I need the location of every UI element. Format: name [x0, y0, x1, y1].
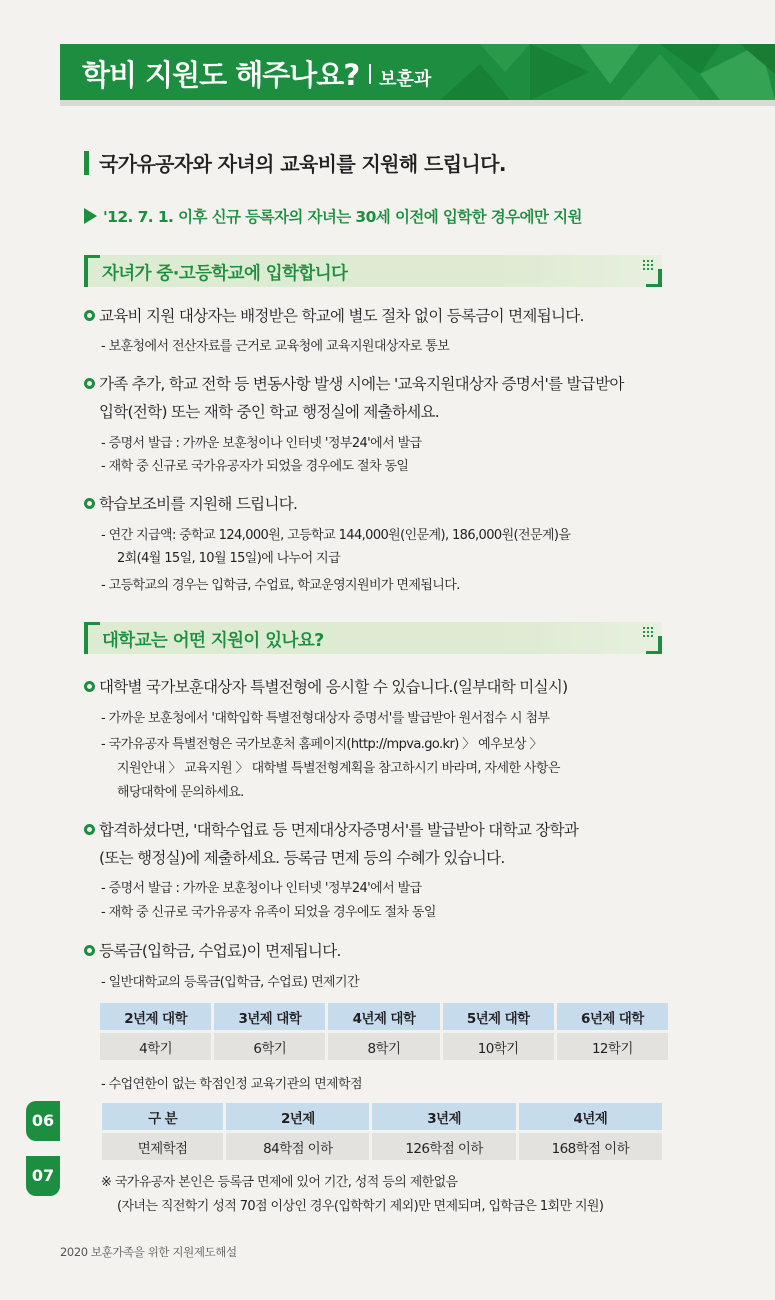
tuition-period-table [97, 1000, 671, 1063]
arrow-icon [84, 208, 97, 224]
header-banner [60, 44, 775, 100]
table-cell: 면제학점 [102, 1133, 223, 1160]
sub-item: - 연간 지급액: 중학교 124,000원, 고등학교 144,000원(인문계), 186,000원(전문계)을 [101, 528, 571, 543]
page-number-tab: 06 [26, 1101, 60, 1141]
section-heading-university [84, 622, 662, 654]
footnote: ※ 국가유공자 본인은 등록금 면제에 있어 기간, 성적 등의 제한없음 [101, 1175, 458, 1190]
table-cell: 168학점 이하 [519, 1133, 662, 1160]
bullet-icon [84, 378, 95, 389]
sub-item: - 가까운 보훈청에서 '대학입학 특별전형대상자 증명서'를 발급받아 원서접수 시 첨부 [101, 711, 550, 726]
table-cell: 12학기 [557, 1033, 668, 1060]
bullet-icon [84, 681, 95, 692]
notice-text: '12. 7. 1. 이후 신규 등록자의 자녀는 30세 이전에 입학한 경우에만 지원 [103, 208, 582, 226]
table-header-row [102, 1103, 662, 1130]
dots-icon [642, 259, 654, 271]
table-header-cell: 5년제 대학 [443, 1003, 554, 1030]
table-header-cell: 4년제 [519, 1103, 662, 1130]
bullet-item [84, 818, 578, 842]
page-number-tab: 07 [26, 1156, 60, 1196]
bullet-icon [84, 945, 95, 956]
table-header-cell: 4년제 대학 [328, 1003, 439, 1030]
heading-bar [84, 151, 89, 175]
bullet-continuation: 입학(전학) 또는 재학 중인 학교 행정실에 제출하세요. [99, 403, 440, 421]
table-cell: 8학기 [328, 1033, 439, 1060]
bullet-item [84, 939, 341, 963]
table-header-cell: 3년제 [372, 1103, 515, 1130]
table-header-cell: 6년제 대학 [557, 1003, 668, 1030]
sub-item: - 보훈청에서 전산자료를 근거로 교육청에 교육지원대상자로 통보 [101, 339, 450, 354]
bullet-item [84, 492, 297, 516]
bullet-icon [84, 310, 95, 321]
section-heading-highschool [84, 255, 662, 287]
table-header-cell: 2년제 [226, 1103, 369, 1130]
bullet-continuation: (또는 행정실)에 제출하세요. 등록금 면제 등의 수혜가 있습니다. [99, 849, 505, 867]
sub-item-continuation: 지원안내 〉 교육지원 〉 대학별 특별전형계획을 참고하시기 바라며, 자세한 사항은 [117, 761, 560, 776]
bullet-item [84, 304, 584, 328]
table-cell: 4학기 [100, 1033, 211, 1060]
sub-item: - 수업연한이 없는 학점인정 교육기관의 면제학점 [101, 1077, 362, 1092]
department-label: 보훈과 [379, 69, 432, 90]
notice-line [84, 205, 582, 227]
bullet-icon [84, 824, 95, 835]
table-header-cell: 구 분 [102, 1103, 223, 1130]
banner-title [82, 53, 431, 94]
sub-item: - 재학 중 신규로 국가유공자 유족이 되었을 경우에도 절차 동일 [101, 905, 436, 920]
credit-exemption-table [99, 1100, 665, 1163]
table-cell: 6학기 [214, 1033, 325, 1060]
sub-item-continuation: 2회(4월 15일, 10월 15일)에 나누어 지급 [117, 551, 341, 566]
bullet-icon [84, 498, 95, 509]
footnote-continuation: (자녀는 직전학기 성적 70점 이상인 경우(입학학기 제외)만 면제되며, 입학금은 1회만 지원) [117, 1199, 604, 1214]
page-title: 학비 지원도 해주나요? [82, 58, 360, 92]
sub-item-continuation: 해당대학에 문의하세요. [117, 785, 244, 800]
section-title: 대학교는 어떤 지원이 있나요? [102, 631, 324, 651]
table-cell: 84학점 이하 [226, 1133, 369, 1160]
table-header-row [100, 1003, 668, 1030]
sub-item: - 증명서 발급 : 가까운 보훈청이나 인터넷 '정부24'에서 발급 [101, 436, 422, 451]
table-row [102, 1133, 662, 1160]
bullet-text: 대학별 국가보훈대상자 특별전형에 응시할 수 있습니다.(일부대학 미실시) [99, 678, 568, 696]
sub-item: - 고등학교의 경우는 입학금, 수업료, 학교운영지원비가 면제됩니다. [101, 578, 460, 593]
table-cell: 126학점 이하 [372, 1133, 515, 1160]
main-heading [84, 148, 506, 177]
bullet-text: 가족 추가, 학교 전학 등 변동사항 발생 시에는 '교육지원대상자 증명서'를 발급받아 [99, 375, 624, 393]
banner-underline [60, 100, 775, 106]
bullet-item [84, 675, 567, 699]
dots-icon [642, 626, 654, 638]
bullet-text: 등록금(입학금, 수업료)이 면제됩니다. [99, 942, 341, 960]
page-footer: 2020 보훈가족을 위한 지원제도해설 [60, 1245, 237, 1259]
sub-item: - 증명서 발급 : 가까운 보훈청이나 인터넷 '정부24'에서 발급 [101, 881, 422, 896]
section-title: 자녀가 중·고등학교에 입학합니다 [102, 264, 348, 284]
table-cell: 10학기 [443, 1033, 554, 1060]
table-row [100, 1033, 668, 1060]
bullet-text: 합격하셨다면, '대학수업료 등 면제대상자증명서'를 발급받아 대학교 장학과 [99, 821, 579, 839]
sub-item: - 재학 중 신규로 국가유공자가 되었을 경우에도 절차 동일 [101, 459, 409, 474]
table-header-cell: 3년제 대학 [214, 1003, 325, 1030]
bullet-text: 교육비 지원 대상자는 배정받은 학교에 별도 절차 없이 등록금이 면제됩니다. [99, 307, 584, 325]
main-heading-text: 국가유공자와 자녀의 교육비를 지원해 드립니다. [99, 152, 506, 176]
bullet-item [84, 372, 624, 396]
sub-item: - 국가유공자 특별전형은 국가보훈처 홈페이지(http://mpva.go.kr) 〉 예우보상 〉 [101, 737, 542, 752]
bullet-text: 학습보조비를 지원해 드립니다. [99, 495, 298, 513]
title-separator [369, 64, 371, 84]
table-header-cell: 2년제 대학 [100, 1003, 211, 1030]
sub-item: - 일반대학교의 등록금(입학금, 수업료) 면제기간 [101, 975, 359, 990]
